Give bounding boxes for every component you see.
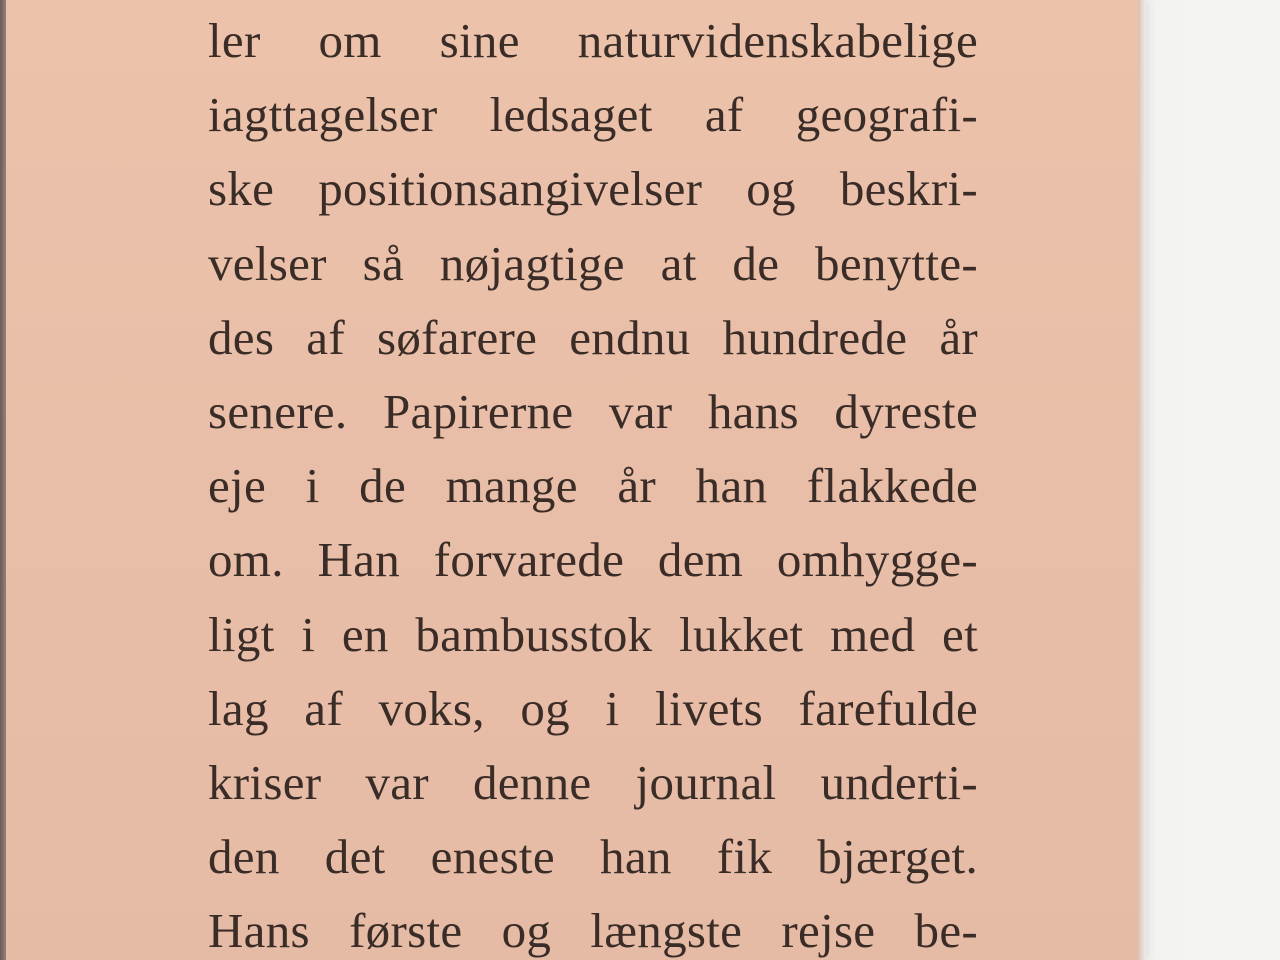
page-text (208, 4, 978, 960)
text-line: Hans første og længste rejse be- (208, 903, 978, 959)
text-line: ligt i en bambusstok lukket med et (208, 606, 978, 662)
text-line: den det eneste han fik bjærget. (208, 829, 978, 885)
text-line: velser så nøjagtige at de benytte- (208, 235, 978, 291)
text-line: om. Han forvarede dem omhygge- (208, 532, 978, 588)
text-line: eje i de mange år han flakkede (208, 458, 978, 514)
text-line: senere. Papirerne var hans dyreste (208, 383, 978, 439)
text-line: kriser var denne journal underti- (208, 754, 978, 810)
text-line: des af søfarere endnu hundrede år (208, 309, 978, 365)
text-line: lag af voks, og i livets farefulde (208, 680, 978, 736)
text-line: ske positionsangivelser og beskri- (208, 161, 978, 217)
text-line: ler om sine naturvidenskabelige (208, 13, 978, 68)
page-edge (1138, 0, 1146, 960)
text-line: iagttagelser ledsaget af geografi- (208, 87, 978, 143)
